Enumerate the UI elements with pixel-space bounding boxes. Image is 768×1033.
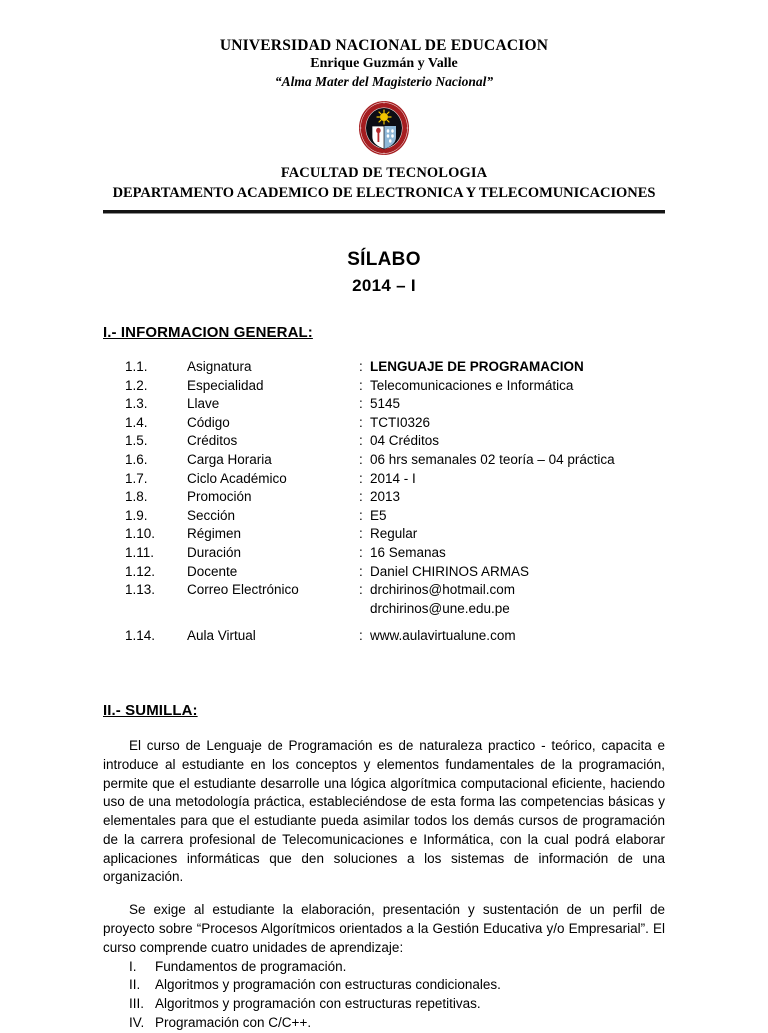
item-label: Asignatura <box>187 359 252 374</box>
table-row <box>125 470 615 489</box>
item-number: 1.7. <box>125 470 148 486</box>
item-number: 1.5. <box>125 433 148 449</box>
item-colon: : <box>359 582 363 598</box>
item-label: Duración <box>187 544 242 560</box>
list-item <box>129 995 665 1014</box>
unit-text: Algoritmos y programación con estructuras condicionales. <box>155 977 501 993</box>
item-number: 1.13. <box>125 582 156 598</box>
table-row <box>125 544 615 563</box>
item-label: Docente <box>187 563 238 579</box>
item-value: drchirinos@hotmail.com <box>370 582 515 598</box>
page-title: SÍLABO <box>347 249 421 270</box>
section-heading-informacion-general: I.- INFORMACION GENERAL: <box>103 324 313 341</box>
item-value: LENGUAJE DE PROGRAMACION <box>370 359 584 374</box>
department-name: DEPARTAMENTO ACADEMICO DE ELECTRONICA Y TELECOMUNICACIONES <box>112 185 656 201</box>
item-number: 1.11. <box>125 544 155 560</box>
university-crest-icon <box>358 100 410 156</box>
university-name: UNIVERSIDAD NACIONAL DE EDUCACION <box>219 37 549 54</box>
item-number <box>125 600 187 619</box>
item-label: Ciclo Académico <box>187 470 287 486</box>
item-number: 1.4. <box>125 414 148 430</box>
item-number: 1.14. <box>125 628 156 644</box>
table-row <box>125 627 615 646</box>
faculty-name: FACULTAD DE TECNOLOGIA <box>280 165 488 181</box>
item-label: Créditos <box>187 433 238 449</box>
item-value: 16 Semanas <box>370 544 446 560</box>
item-colon: : <box>359 377 363 393</box>
item-number: 1.1. <box>125 359 148 374</box>
item-colon: : <box>359 359 363 374</box>
item-colon: : <box>359 414 363 430</box>
item-value: E5 <box>370 507 387 523</box>
item-colon: : <box>359 470 363 486</box>
table-row <box>125 451 615 470</box>
unit-number: IV. <box>129 1015 145 1031</box>
item-colon: : <box>359 433 363 449</box>
item-value: 2014 - I <box>370 470 416 486</box>
item-value: 04 Créditos <box>370 433 440 449</box>
table-row <box>125 525 615 544</box>
list-item <box>129 1014 665 1033</box>
item-number: 1.6. <box>125 451 148 467</box>
item-value: Regular <box>370 526 418 542</box>
item-colon: : <box>359 507 363 523</box>
table-row <box>125 414 615 433</box>
item-value: 5145 <box>370 396 401 412</box>
item-label: Carga Horaria <box>187 451 272 467</box>
learning-units-list <box>129 958 665 1033</box>
unit-text: Programación con C/C++. <box>155 1015 312 1031</box>
unit-number: II. <box>129 977 141 993</box>
page-subtitle-period: 2014 – I <box>352 276 416 295</box>
table-row <box>125 600 615 619</box>
table-row <box>125 358 615 377</box>
item-colon: : <box>359 526 363 542</box>
sumilla-block <box>103 702 665 1033</box>
item-number: 1.2. <box>125 377 148 393</box>
list-item <box>129 976 665 995</box>
item-colon <box>359 600 370 619</box>
table-row <box>125 563 615 582</box>
item-value: TCTI0326 <box>370 414 431 430</box>
item-value: Daniel CHIRINOS ARMAS <box>370 563 530 579</box>
item-label: Sección <box>187 507 236 523</box>
table-row-spacer <box>125 618 615 627</box>
item-colon: : <box>359 544 363 560</box>
table-row <box>125 488 615 507</box>
table-row <box>125 581 615 600</box>
unit-text: Fundamentos de programación. <box>155 958 347 974</box>
item-number: 1.9. <box>125 507 148 523</box>
item-value: 2013 <box>370 489 401 505</box>
table-row <box>125 395 615 414</box>
item-label <box>187 600 359 619</box>
table-row <box>125 507 615 526</box>
sumilla-paragraph: Se exige al estudiante la elaboración, presentación y sustentación de un perfil de proyecto sobre “Procesos Algorítmicos orientados a la Gestión Educativa y/o Empresarial”. El curso comprende cuatro unidades de aprendizaje: <box>103 902 665 955</box>
item-colon: : <box>359 628 363 644</box>
item-value: Telecomunicaciones e Informática <box>370 377 574 393</box>
header-divider <box>103 210 665 214</box>
section-heading-sumilla: II.- SUMILLA: <box>103 701 198 719</box>
item-value: www.aulavirtualune.com <box>370 628 516 644</box>
unit-number: I. <box>129 958 137 974</box>
campus-name: Enrique Guzmán y Valle <box>310 56 458 71</box>
table-row <box>125 432 615 451</box>
item-value: drchirinos@une.edu.pe <box>370 600 510 616</box>
item-colon: : <box>359 451 363 467</box>
item-value: 06 hrs semanales 02 teoría – 04 práctica <box>370 451 615 467</box>
university-motto: “Alma Mater del Magisterio Nacional” <box>274 74 494 89</box>
unit-text: Algoritmos y programación con estructuras repetitivas. <box>155 996 481 1012</box>
item-label: Llave <box>187 396 220 412</box>
item-number: 1.3. <box>125 396 148 412</box>
list-item <box>129 958 665 977</box>
letterhead <box>103 0 665 91</box>
faculty-block <box>103 163 665 203</box>
item-label: Correo Electrónico <box>187 582 299 598</box>
item-number: 1.12. <box>125 563 156 579</box>
item-colon: : <box>359 396 363 412</box>
item-label: Especialidad <box>187 377 264 393</box>
item-label: Código <box>187 414 230 430</box>
table-row <box>125 377 615 396</box>
item-label: Aula Virtual <box>187 628 256 644</box>
item-number: 1.10. <box>125 526 156 542</box>
unit-number: III. <box>129 996 145 1012</box>
emblem-container <box>103 100 665 156</box>
item-colon: : <box>359 489 363 505</box>
sumilla-paragraph: El curso de Lenguaje de Programación es de naturaleza practico - teórico, capacita e introduce al estudiante en los conceptos y elementos fundamentales de la programación, permite que el estudiante desarrolle una lógica algorítmica computacional eficiente, haciendo uso de una metodología práctica, estableciéndose de esta forma las competencias básicas y elementales para que el estudiante pueda asimilar todos los demás cursos de programación de la carrera profesional de Telecomunicaciones e Informática, con la cual podrá elaborar aplicaciones informáticas que den soluciones a los sistemas de información de una organización. <box>103 737 665 885</box>
item-label: Régimen <box>187 526 242 542</box>
item-colon: : <box>359 563 363 579</box>
general-information-table <box>125 358 615 646</box>
item-number: 1.8. <box>125 489 148 505</box>
item-label: Promoción <box>187 489 252 505</box>
